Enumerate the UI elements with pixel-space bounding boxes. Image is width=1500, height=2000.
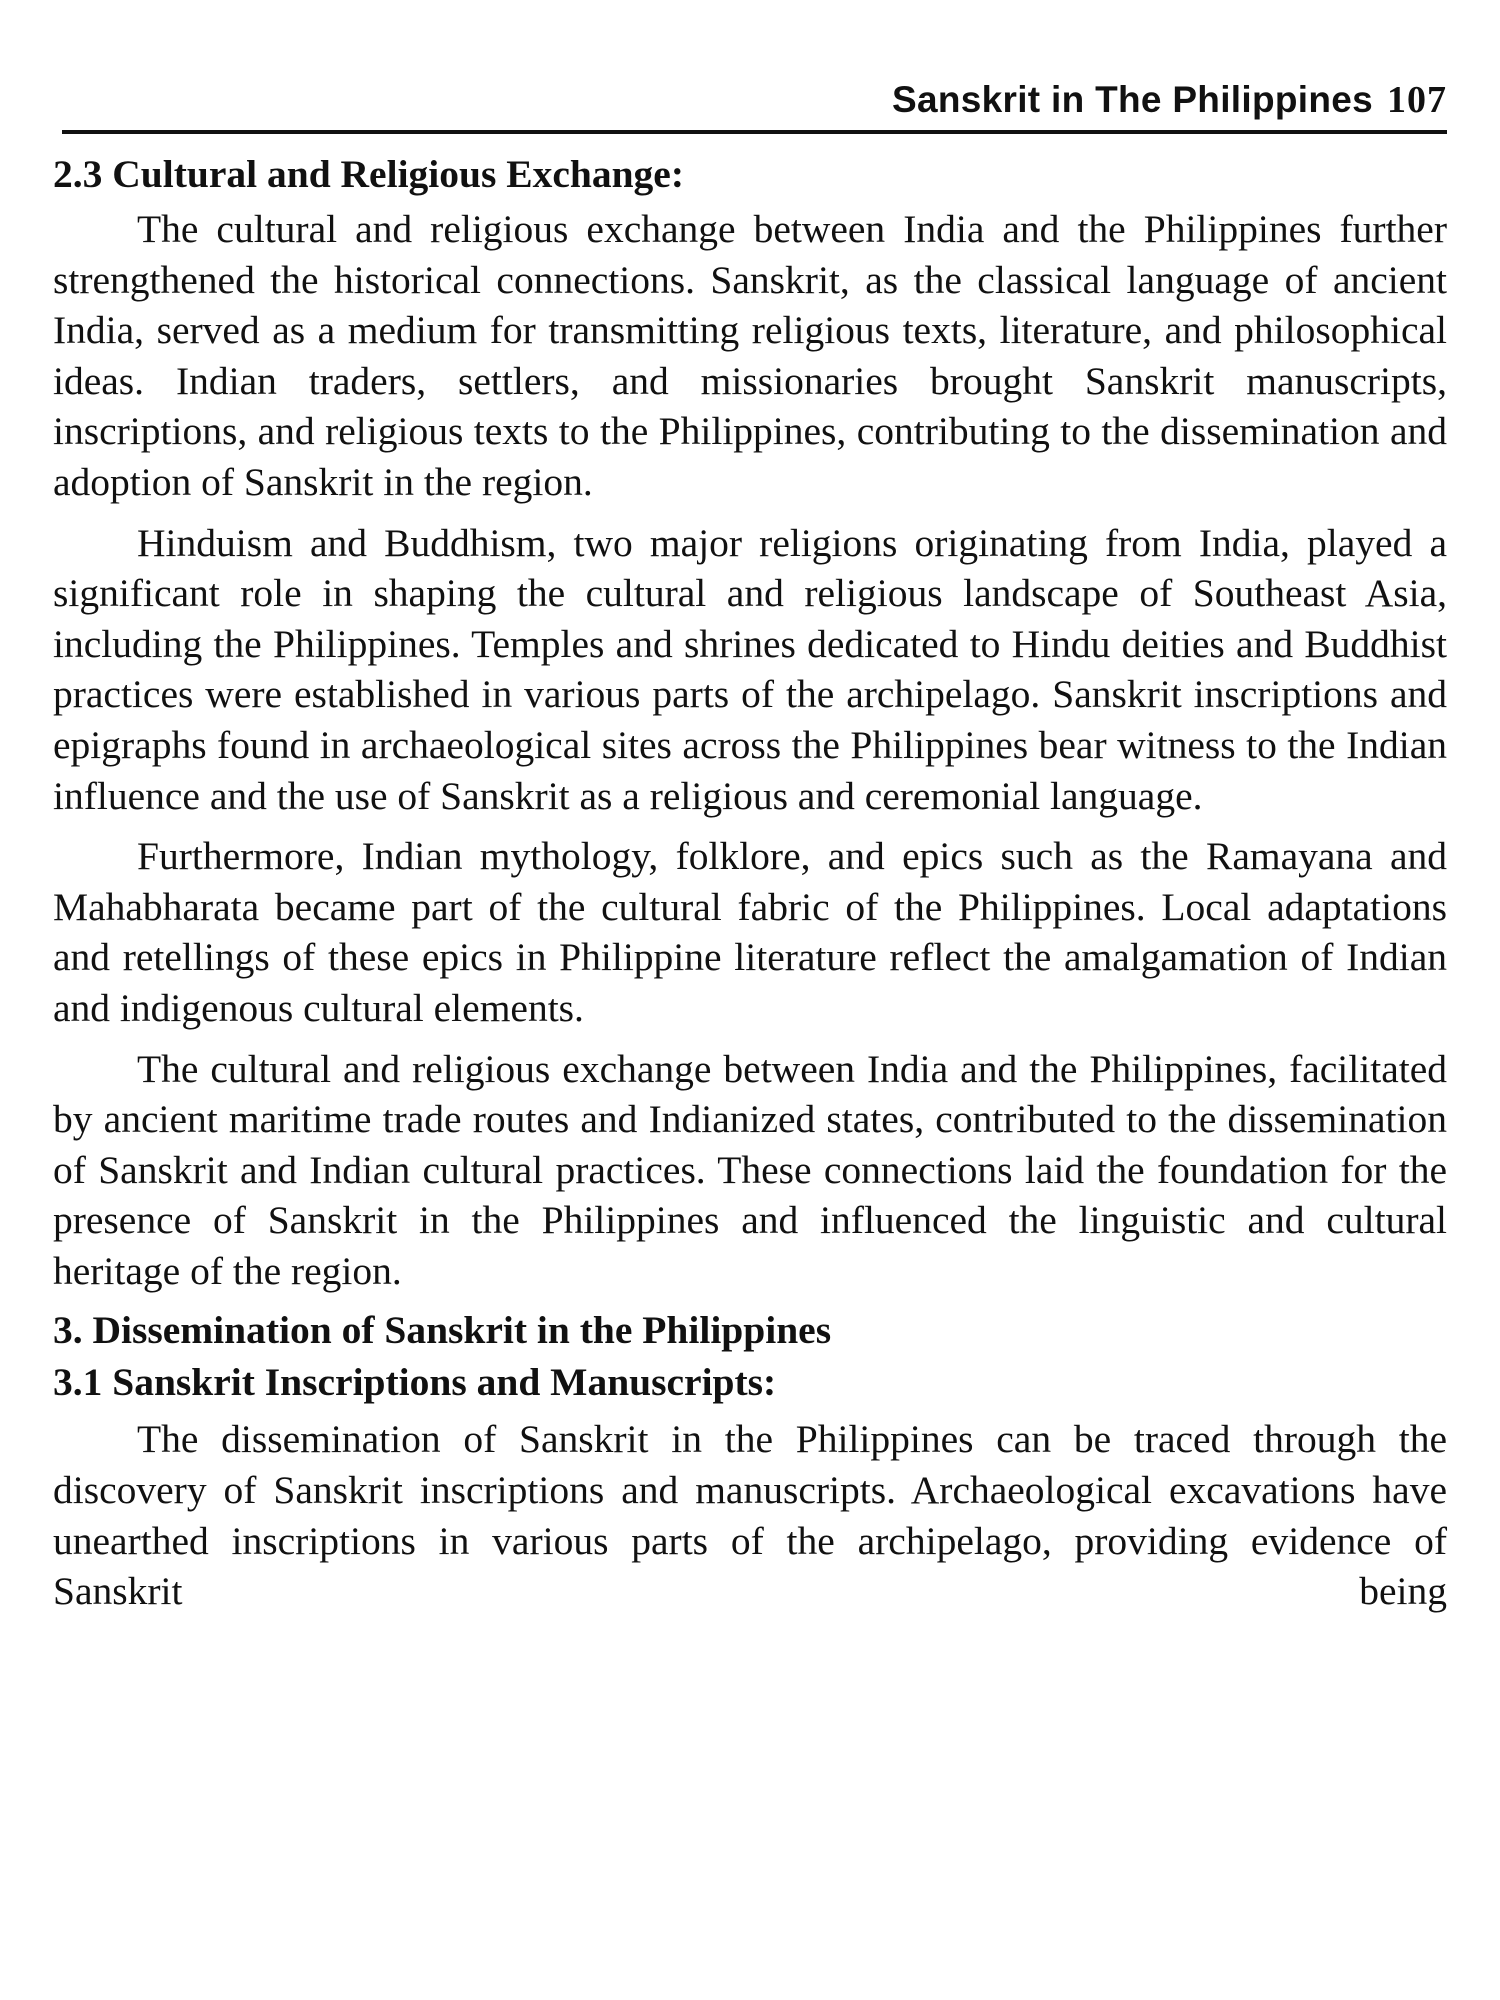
paragraph: Furthermore, Indian mythology, folklore, and epics such as the Ramayana and Mahabharata became part of the cultural fabric of the Philippines. Local adaptations and retellings of these epics in Philippine literature reflect the amalgamation of Indian and indigenous cultural elements.: [53, 834, 1447, 1030]
paragraph: The cultural and religious exchange between India and the Philippines, facilitated by ancient maritime trade routes and Indianized states, contributed to the dissemination of Sanskrit and Indian cultural practices. These connections laid the foundation for the presence of Sanskrit in the Philippines and influenced the linguistic and cultural heritage of the region.: [53, 1046, 1447, 1293]
page-number: 107: [1387, 79, 1447, 121]
running-title: Sanskrit in The Philippines: [892, 79, 1373, 120]
section-heading-2-3: 2.3 Cultural and Religious Exchange:: [53, 152, 684, 196]
section-heading-3-1: 3.1 Sanskrit Inscriptions and Manuscripts:: [53, 1360, 777, 1405]
paragraph: Hinduism and Buddhism, two major religions originating from India, played a significant role in shaping the cultural and religious landscape of Southeast Asia, including the Philippines. Temples and shrines dedicated to Hindu deities and Buddhist practices were established in various parts of the archipelago. Sanskrit inscriptions and epigraphs found in archaeological sites across the Philippines bear witness to the Indian influence and the use of Sanskrit as a religious and ceremonial language.: [53, 520, 1447, 818]
paragraph: The cultural and religious exchange between India and the Philippines further strengthened the historical connections. Sanskrit, as the classical language of ancient India, served as a medium for transmitting religious texts, literature, and philosophical ideas. Indian traders, settlers, and missionaries brought Sanskrit manuscripts, inscriptions, and religious texts to the Philippines, contributing to the dissemination and adoption of Sanskrit in the region.: [53, 207, 1447, 504]
running-header: [62, 78, 1447, 134]
paragraph: The dissemination of Sanskrit in the Philippines can be traced through the discovery of Sanskrit inscriptions and manuscripts. Archaeological excavations have unearthed inscriptions in various parts of the archipelago, providing evidence of Sanskrit being: [53, 1417, 1447, 1614]
page-body: [53, 148, 1447, 1617]
section-heading-3: 3. Dissemination of Sanskrit in the Philippines: [53, 1308, 832, 1353]
